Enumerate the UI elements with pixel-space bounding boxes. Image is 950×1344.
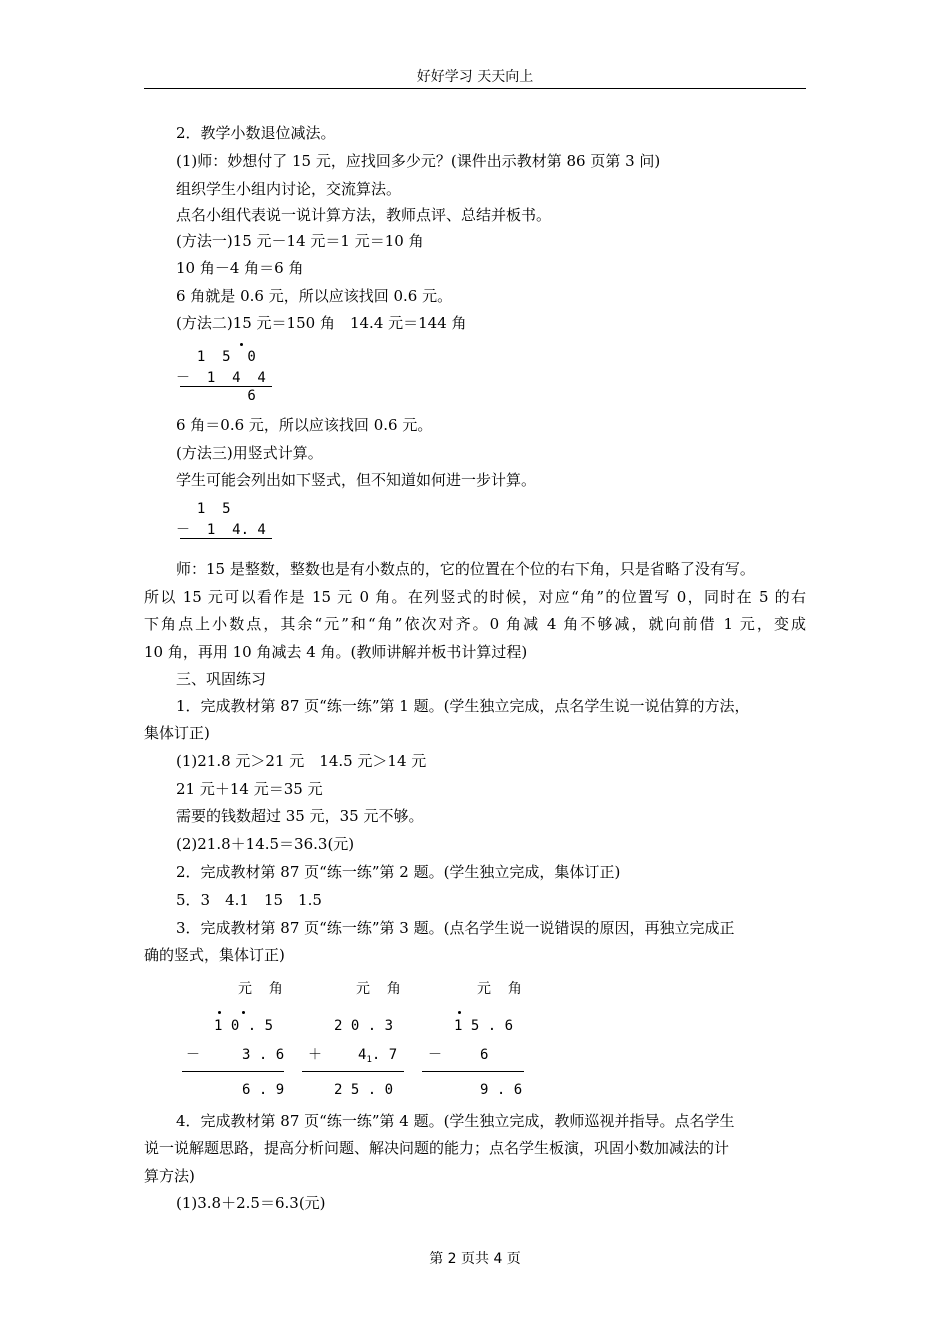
calc-row: 1 0 . 5: [214, 1018, 274, 1034]
text-line: 3．完成教材第 87 页“练一练”第 3 题。(点名学生说一说错误的原因，再独立完成正: [176, 919, 735, 937]
digit: . 7: [371, 1047, 398, 1063]
calc-operator: －: [186, 1047, 200, 1063]
calc-row: 1 5 0: [180, 349, 256, 365]
calc-operator: －: [428, 1047, 442, 1063]
calc-header: 元 角: [477, 981, 522, 997]
calc-result: 6 . 9: [242, 1082, 285, 1098]
text-line: (方法三)用竖式计算。: [176, 444, 323, 462]
text-line: 学生可能会列出如下竖式，但不知道如何进一步计算。: [176, 471, 537, 489]
text-line: 所以 15 元可以看作是 15 元 0 角。在列竖式的时候，对应“角”的位置写 0，同时在 5 的右: [144, 588, 806, 606]
text-line: (2)21.8＋14.5＝36.3(元): [176, 835, 355, 853]
carry-digit: 1: [366, 1055, 372, 1065]
calc-row: 1 5: [180, 501, 231, 517]
calc-row: 3 . 6: [242, 1047, 285, 1063]
section-heading: 三、巩固练习: [176, 670, 267, 688]
text-line: 点名小组代表说一说计算方法，教师点评、总结并板书。: [176, 206, 552, 224]
carry-dot: [218, 1011, 221, 1014]
text-line: 1．完成教材第 87 页“练一练”第 1 题。(学生独立完成，点名学生说一说估算的方法，: [176, 697, 750, 715]
text-line: (方法一)15 元－14 元＝1 元＝10 角: [176, 232, 424, 250]
calc-row: 1 5 . 6: [454, 1018, 514, 1034]
calc-row: [358, 1046, 397, 1066]
calc-result: 2 5 . 0: [334, 1082, 394, 1098]
calc-line: [180, 538, 272, 539]
text-line: 算方法): [144, 1167, 195, 1185]
text-line: 21 元＋14 元＝35 元: [176, 780, 323, 798]
text-line: 2．完成教材第 87 页“练一练”第 2 题。(学生独立完成，集体订正): [176, 863, 621, 881]
text-line: 说一说解题思路，提高分析问题、解决问题的能力；点名学生板演，巩固小数加减法的计: [144, 1139, 730, 1157]
page-header: 好好学习 天天向上: [144, 66, 806, 89]
calc-header: 元 角: [356, 981, 401, 997]
text-line: (1)21.8 元＞21 元 14.5 元＞14 元: [176, 752, 427, 770]
calc-row: － 1 4 4: [176, 370, 266, 386]
calc-header: 元 角: [238, 981, 283, 997]
text-line: 5．3 4.1 15 1.5: [176, 891, 322, 909]
calc-operator: ＋: [308, 1047, 322, 1063]
text-line: 师：15 是整数，整数也是有小数点的，它的位置在个位的右下角，只是省略了没有写。: [176, 560, 755, 578]
calc-line: [302, 1071, 404, 1072]
calc-row: 2 0 . 3: [334, 1018, 394, 1034]
text-line: 4．完成教材第 87 页“练一练”第 4 题。(学生独立完成，教师巡视并指导。点名学生: [176, 1112, 735, 1130]
calc-line: [422, 1071, 524, 1072]
text-line: (方法二)15 元＝150 角 14.4 元＝144 角: [176, 314, 467, 332]
digit: 4: [358, 1047, 367, 1063]
text-line: 6 角就是 0.6 元，所以应该找回 0.6 元。: [176, 287, 453, 305]
calc-row: 6: [480, 1047, 489, 1063]
text-line: 10 角－4 角＝6 角: [176, 259, 304, 277]
text-line: 确的竖式，集体订正): [144, 946, 285, 964]
calc-result: 9 . 6: [480, 1082, 523, 1098]
text-line: 需要的钱数超过 35 元，35 元不够。: [176, 807, 424, 825]
text-line: 组织学生小组内讨论，交流算法。: [176, 180, 402, 198]
page-footer: 第 2 页共 4 页: [429, 1251, 521, 1267]
calc-line: [182, 1071, 284, 1072]
text-line: (1)3.8＋2.5＝6.3(元): [176, 1194, 326, 1212]
text-line: (1)师：妙想付了 15 元，应找回多少元？(课件出示教材第 86 页第 3 问): [176, 152, 661, 170]
carry-dot: [458, 1011, 461, 1014]
carry-dot: [240, 343, 243, 346]
text-line: 2．教学小数退位减法。: [176, 124, 336, 142]
calc-row: － 1 4. 4: [176, 522, 266, 538]
text-line: 下角点上小数点，其余“元”和“角”依次对齐。0 角减 4 角不够减，就向前借 1 元，变成: [144, 615, 806, 633]
carry-dot: [242, 1011, 245, 1014]
calc-row: 6: [180, 388, 256, 404]
text-line: 6 角＝0.6 元，所以应该找回 0.6 元。: [176, 416, 433, 434]
text-line: 10 角，再用 10 角减去 4 角。(教师讲解并板书计算过程): [144, 643, 528, 661]
text-line: 集体订正): [144, 724, 210, 742]
